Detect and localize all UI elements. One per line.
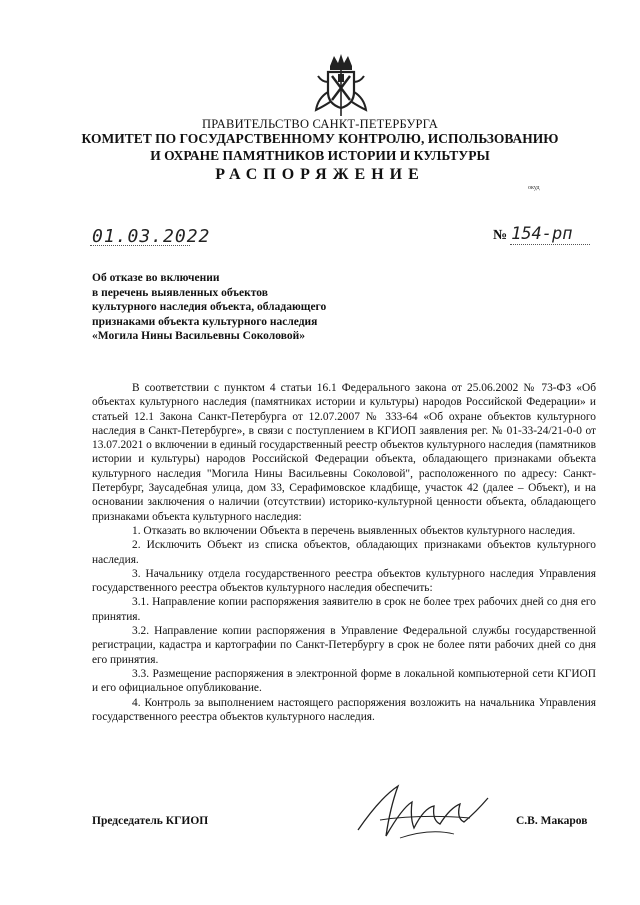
document-subject bbox=[92, 271, 412, 344]
number-value: 154-рп bbox=[511, 224, 573, 244]
document-number bbox=[493, 224, 573, 244]
government-name: ПРАВИТЕЛЬСТВО САНКТ-ПЕТЕРБУРГА bbox=[202, 117, 438, 131]
body-paragraph: 3.2. Направление копии распоряжения в Управление Федеральной службы государственной регистрации, кадастра и картографии по Санкт-Петербургу в срок не более пяти рабочих дней со дня его принятия. bbox=[92, 625, 596, 666]
subject-line: «Могила Нины Васильевны Соколовой» bbox=[92, 330, 305, 343]
number-label: № bbox=[493, 228, 508, 243]
subject-line: признаками объекта культурного наследия bbox=[92, 315, 318, 328]
signatory-name: С.В. Макаров bbox=[516, 815, 588, 827]
body-paragraph: 3. Начальнику отдела государственного реестра объектов культурного наследия Управления государственного реестра объектов культурного наследия обеспечить: bbox=[92, 567, 596, 595]
document-body bbox=[92, 381, 596, 724]
coat-of-arms-icon bbox=[312, 52, 370, 118]
handwritten-signature bbox=[350, 778, 500, 848]
date-underline bbox=[90, 245, 190, 246]
number-underline bbox=[510, 244, 590, 245]
subject-line: Об отказе во включении bbox=[92, 272, 220, 284]
committee-name-line1: КОМИТЕТ ПО ГОСУДАРСТВЕННОМУ КОНТРОЛЮ, ИСПОЛЬЗОВАНИЮ bbox=[81, 131, 559, 146]
body-paragraph: 1. Отказать во включении Объекта в перечень выявленных объектов культурного наследия. bbox=[132, 524, 576, 537]
signatory-position: Председатель КГИОП bbox=[92, 815, 209, 827]
okud-mark: окуд bbox=[528, 185, 540, 191]
document-date: 01.03.2022 bbox=[92, 226, 211, 247]
subject-line: культурного наследия объекта, обладающего bbox=[92, 301, 327, 314]
document-type-title: РАСПОРЯЖЕНИЕ bbox=[215, 166, 425, 183]
body-paragraph: 3.3. Размещение распоряжения в электронной форме в локальной компьютерной сети КГИОП и его официальное опубликование. bbox=[92, 667, 596, 695]
committee-name-line2: И ОХРАНЕ ПАМЯТНИКОВ ИСТОРИИ И КУЛЬТУРЫ bbox=[150, 148, 490, 163]
subject-line: в перечень выявленных объектов bbox=[92, 286, 268, 299]
body-paragraph: В соответствии с пунктом 4 статьи 16.1 Федерального закона от 25.06.2002 № 73-ФЗ «Об объектах культурного наследия (памятниках истории и культуры) народов Российской Федерации» и статьей 12.1 Закона Санкт-Петербурга от 12.07.2007 № 333-64 «Об охране объектов культурного наследия в Санкт-Петербурге», в связи с поступлением в КГИОП заявления рег. № 01-33-24/21-0-0 от 13.07.2021 о включении в единый государственный реестр объектов культурного наследия (памятников истории и культуры) народов Российской Федерации объекта, обладающего признаками объекта культурного наследия "Могила Нины Васильевны Соколовой", расположенного по адресу: Санкт-Петербург, Заусадебная улица, дом 33, Серафимовское кладбище, участок 42 (далее – Объект), и на основании заключения о наличии (отсутствии) историко-культурной ценности объекта, обладающего признаками объекта культурного наследия: bbox=[92, 382, 596, 523]
body-paragraph: 3.1. Направление копии распоряжения заявителю в срок не более трех рабочих дней со дня его принятия. bbox=[92, 596, 596, 623]
body-paragraph: 4. Контроль за выполнением настоящего распоряжения возложить на начальника Управления государственного реестра объектов культурного наследия. bbox=[92, 696, 596, 723]
body-paragraph: 2. Исключить Объект из списка объектов, обладающих признаками объектов культурного наследия. bbox=[92, 539, 596, 566]
